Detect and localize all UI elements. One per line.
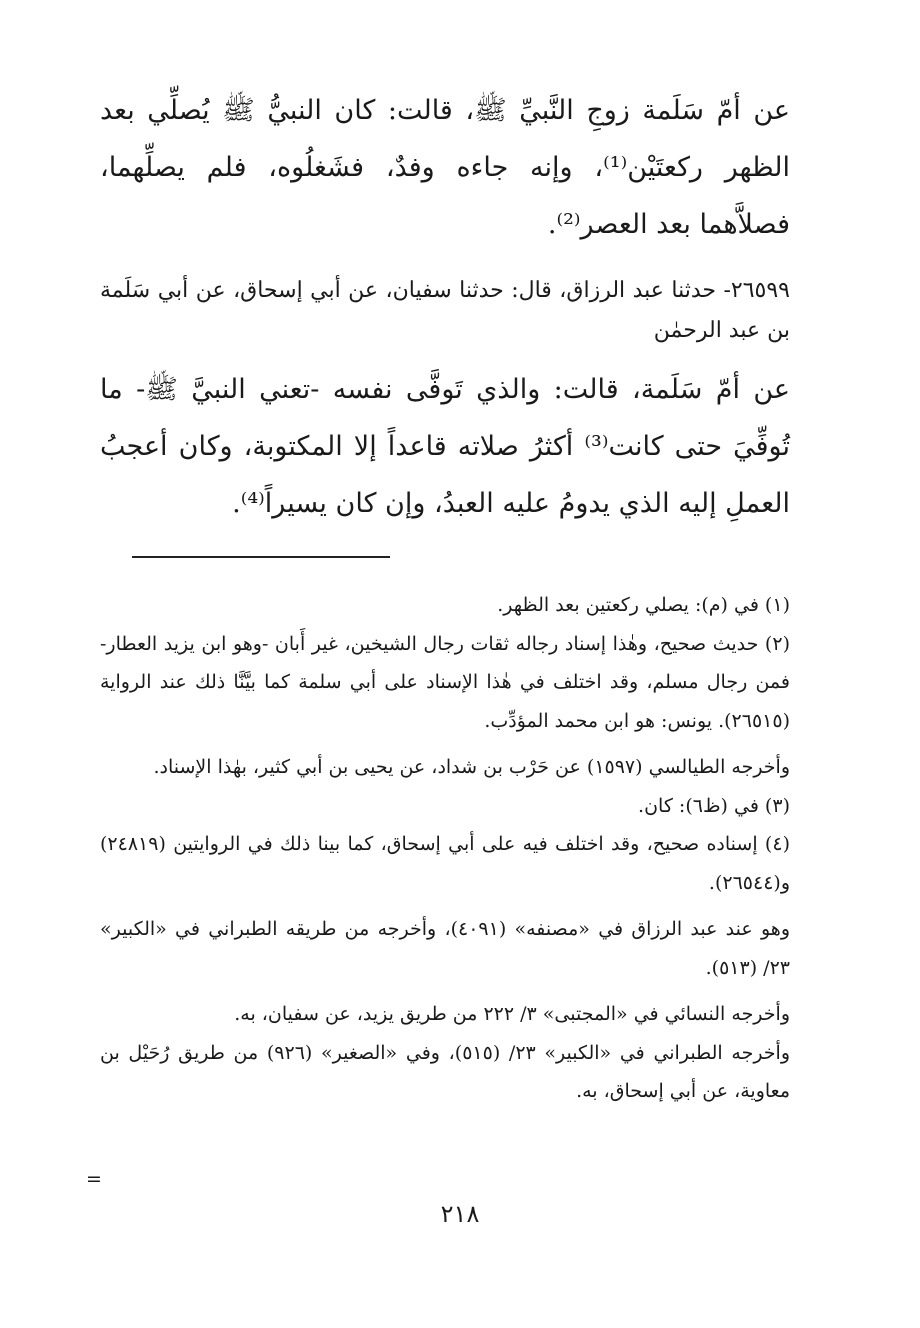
footnote-2: (٢) حديث صحيح، وهٰذا إسناد رجاله ثقات رجال الشيخين، غير أَبان -وهو ابن يزيد العطار- فمن رجال مسلم، وقد اختلف في هٰذا الإسناد على أبي سلمة كما بيَّنَّا ذلك عند الرواية (٢٦٥١٥). يونس: هو ابن محمد المؤدِّب. [100,632,790,732]
footnotes [100,586,790,1111]
hadith-paragraph-2: عن أمّ سَلَمة، قالت: والذي تَوفَّى نفسه -تعني النبيَّ ﷺ- ما تُوفِّيَ حتى كانت⁽³⁾ أكثرُ صلاته قاعداً إلا المكتوبة، وكان أعجبُ العملِ إليه الذي يدومُ عليه العبدُ، وإن كان يسيراً⁽⁴⁾. [100,374,790,519]
footnote-1: (١) في (م): يصلي ركعتين بعد الظهر. [497,594,790,616]
main-text [100,82,790,532]
footnote-4-continued-2: وأخرجه النسائي في «المجتبى» ٣/ ٢٢٢ من طريق يزيد، عن سفيان، به. [234,1003,790,1025]
isnad-line: ٢٦٥٩٩- حدثنا عبد الرزاق، قال: حدثنا سفيان، عن أبي إسحاق، عن أبي سَلَمة بن عبد الرحمٰن [100,278,790,343]
footnote-3: (٣) في (ظ٦): كان. [638,794,790,817]
hadith-paragraph-1: عن أمّ سَلَمة زوجِ النَّبيِّ ﷺ، قالت: كان النبيُّ ﷺ يُصلِّي بعد الظهر ركعتَيْن⁽¹⁾، وإنه جاءه وفدٌ، فشَغلُوه، فلم يصلِّهما، فصلاَّهما بعد العصر⁽²⁾. [100,95,791,240]
continuation-mark: = [86,1168,102,1190]
footnote-2-continued: وأخرجه الطيالسي (١٥٩٧) عن حَرْب بن شداد، عن يحيى بن أبي كثير، بهٰذا الإسناد. [153,756,790,778]
page-number: ٢١٨ [440,1200,480,1228]
footnote-4-continued-3: وأخرجه الطبراني في «الكبير» ٢٣/ (٥١٥)، وفي «الصغير» (٩٢٦) من طريق رُحَيْل بن معاوية، عن أبي إسحاق، به. [100,1041,791,1102]
footnote-separator [132,556,390,558]
footnote-4: (٤) إسناده صحيح، وقد اختلف فيه على أبي إسحاق، كما بينا ذلك في الروايتين (٢٤٨١٩) و(٢٦٥٤٤). [100,833,790,894]
footnote-4-continued-1: وهو عند عبد الرزاق في «مصنفه» (٤٠٩١)، وأخرجه من طريقه الطبراني في «الكبير» ٢٣/ (٥١٣). [100,918,790,979]
